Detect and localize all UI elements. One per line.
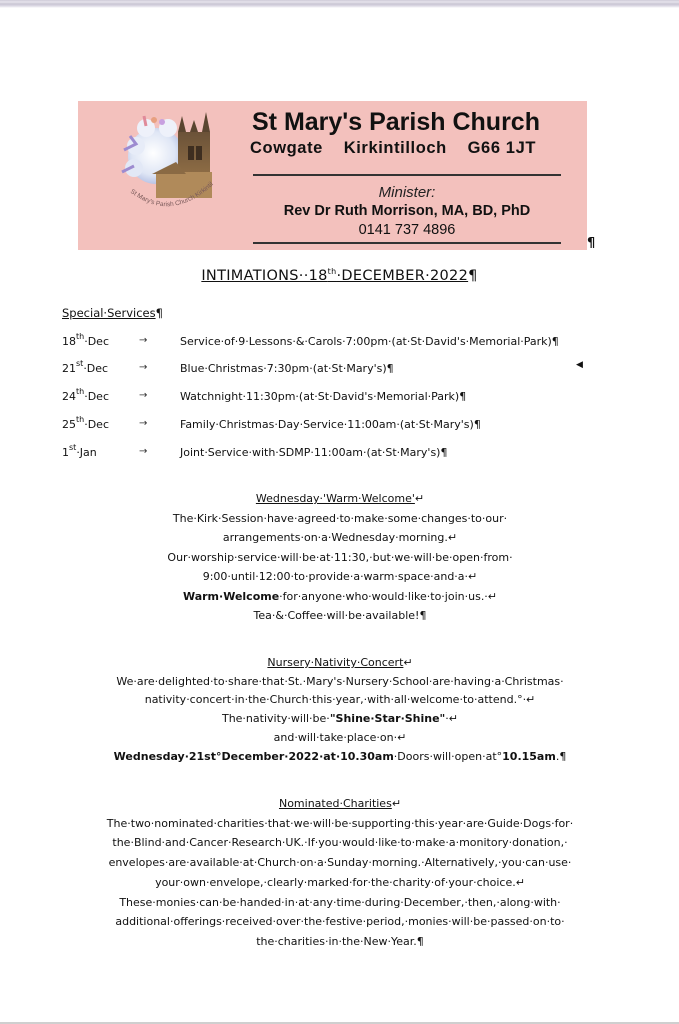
heading-mark: ¶: [155, 306, 163, 320]
charities-section: [60, 794, 620, 952]
minister-label: Minister:: [378, 184, 436, 201]
banner-divider-top: [253, 174, 561, 176]
tab-arrow-icon: →: [139, 390, 148, 401]
service-description: Service·of·9·Lessons·&·Carols·7:00pm·(at·St·David's·Memorial·Park)¶: [180, 335, 559, 348]
paragraph-mark: ¶: [587, 236, 596, 251]
tab-arrow-icon: →: [139, 335, 148, 346]
paragraph-line: and·will·take·place·on·↵: [273, 730, 407, 744]
service-date: 18th·Dec: [62, 332, 110, 348]
service-date: 24th·Dec: [62, 387, 110, 403]
service-date: 21st·Dec: [62, 359, 109, 375]
line-break-mark: ↵: [414, 492, 425, 505]
paragraph-line: arrangements·on·a·Wednesday·morning.↵: [222, 531, 458, 544]
paragraph-line: The·nativity·will·be·"Shine·Star·Shine"·↵: [221, 712, 459, 726]
title-sup: th: [327, 267, 337, 276]
title-mark: ¶: [468, 268, 478, 284]
heading-text: Special·Services: [62, 306, 156, 320]
doors-time: 10.15am: [502, 749, 556, 763]
event-date: Wednesday·21st°December·2022·at·10.30am: [113, 749, 394, 763]
paragraph-line: nativity·concert·in·the·Church·this·year,·with·all·welcome·to·attend.°·↵: [144, 693, 536, 707]
paragraph-line: The·two·nominated·charities·that·we·will·be·supporting·this·year·are·Guide·Dogs·for·: [106, 816, 574, 830]
service-description: Watchnight·11:30pm·(at·St·David's·Memorial·Park)¶: [180, 390, 467, 403]
address-street: Cowgate: [250, 139, 323, 157]
nativity-section: [60, 654, 620, 766]
paragraph-line: Our·worship·service·will·be·at·11:30,·but·we·will·be·open·from·: [167, 550, 513, 564]
paragraph-line: envelopes·are·available·at·Church·on·a·Sunday·morning.·Alternatively,·you·can·use·: [108, 856, 572, 870]
service-date: 25th·Dec: [62, 415, 110, 431]
tab-arrow-icon: →: [139, 418, 148, 429]
paragraph-line: the·Blind·and·Cancer·Research·UK.·If·you·would·like·to·make·a·monitory·donation,·: [112, 836, 568, 850]
section-heading: Nominated·Charities: [278, 797, 392, 810]
tab-arrow-icon: →: [139, 446, 148, 457]
nativity-name: "Shine·Star·Shine": [329, 712, 446, 726]
paragraph-line: the·charities·in·the·New·Year.¶: [256, 934, 424, 948]
paragraph-line: We·are·delighted·to·share·that·St.·Mary's·Nursery·School·are·having·a·Christmas·: [116, 674, 564, 688]
line-break-mark: ↵: [403, 656, 413, 669]
page-title: [0, 268, 679, 284]
warm-welcome-section: [60, 489, 620, 626]
church-address: [250, 139, 590, 158]
address-postcode: G66 1JT: [467, 139, 537, 157]
special-services-heading: [62, 306, 163, 320]
service-description: Blue·Christmas·7:30pm·(at·St·Mary's)¶: [180, 362, 394, 375]
paragraph-line: Warm·Welcome·for·anyone·who·would·like·to·join·us.·↵: [182, 589, 498, 603]
paragraph-line: additional·offerings·received·over·the·festive·period,·monies·will·be·passed·on·to·: [115, 915, 565, 929]
stray-mark-icon: ◀: [576, 360, 583, 370]
paragraph-line: your·own·envelope,·clearly·marked·for·the·charity·of·your·choice.↵: [155, 875, 525, 889]
service-description: Joint·Service·with·SDMP·11:00am·(at·St·Mary's)¶: [180, 446, 448, 459]
bold-phrase: Warm·Welcome: [182, 589, 280, 603]
church-logo: [116, 106, 236, 226]
section-heading: Wednesday·'Warm·Welcome': [255, 492, 415, 505]
title-prefix: INTIMATIONS··18: [201, 268, 328, 284]
paragraph-line: Wednesday·21st°December·2022·at·10.30am·Doors·will·open·at°10.15am.¶: [113, 749, 567, 763]
church-phone: 0141 737 4896: [358, 222, 456, 238]
paragraph-line: The·Kirk·Session·have·agreed·to·make·some·changes·to·our·: [172, 511, 508, 525]
window-top-bar: [0, 0, 679, 8]
address-town: Kirkintilloch: [343, 139, 447, 157]
paragraph-line: These·monies·can·be·handed·in·at·any·time·during·December,·then,·along·with·: [119, 895, 561, 909]
service-description: Family·Christmas·Day·Service·11:00am·(at·St·Mary's)¶: [180, 418, 481, 431]
tab-arrow-icon: →: [139, 362, 148, 373]
logo-caption: St Mary's Parish Church Kirkintil: [128, 180, 215, 209]
banner-divider-bottom: [253, 242, 561, 244]
service-date: 1st·Jan: [62, 443, 97, 459]
title-suffix: ·DECEMBER·2022: [336, 268, 469, 284]
section-heading: Nursery·Nativity·Concert: [267, 656, 404, 669]
paragraph-line: Tea·&·Coffee·will·be·available!¶: [253, 609, 427, 622]
church-banner: [78, 101, 587, 250]
minister-name: Rev Dr Ruth Morrison, MA, BD, PhD: [283, 203, 531, 219]
line-break-mark: ↵: [391, 797, 402, 810]
paragraph-line: 9:00·until·12:00·to·provide·a·warm·space·and·a·↵: [202, 570, 478, 583]
church-name: St Mary's Parish Church: [252, 108, 540, 136]
